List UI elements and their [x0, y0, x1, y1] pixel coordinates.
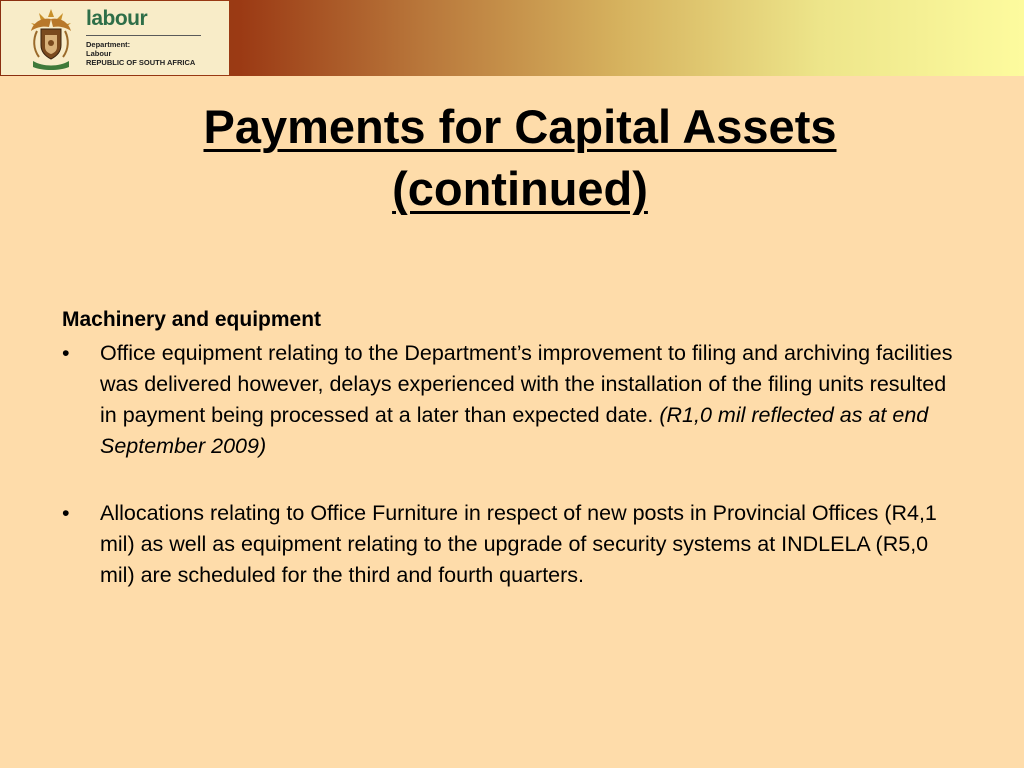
- bullet-text: Office equipment relating to the Department’s improvement to filing and archiving facilities was delivered however, delays experienced with the installation of the filing units resulted in payment being processed at a later than expected date.: [100, 341, 953, 427]
- coat-of-arms-icon: [25, 5, 77, 71]
- bullet-icon: •: [62, 341, 70, 365]
- brand-wordmark: labour: [86, 7, 148, 30]
- brand-line-country: REPUBLIC OF SOUTH AFRICA: [86, 58, 196, 67]
- bullet-text: Allocations relating to Office Furniture in respect of new posts in Provincial Offices (R4,1 mil) as well as equipment relating to the upgrade of security systems at INDLELA (R5,0 mil) are scheduled for the third and fourth quarters.: [100, 501, 937, 587]
- brand-line-department: Department:: [86, 40, 131, 49]
- bullet-emphasis: (R1,0 mil reflected as at end September 2009): [100, 403, 929, 458]
- brand-divider: [86, 35, 201, 36]
- slide-title-line-1: Payments for Capital Assets: [203, 100, 837, 153]
- bullet-item: [62, 498, 967, 591]
- department-logo: [1, 1, 229, 75]
- slide-body: [62, 306, 967, 591]
- slide-title: [60, 96, 980, 220]
- slide-title-line-2: (continued): [392, 162, 648, 215]
- bullet-icon: •: [62, 501, 70, 525]
- section-heading: Machinery and equipment: [62, 308, 322, 331]
- brand-line-labour: Labour: [86, 49, 112, 58]
- bullet-item: [62, 338, 967, 462]
